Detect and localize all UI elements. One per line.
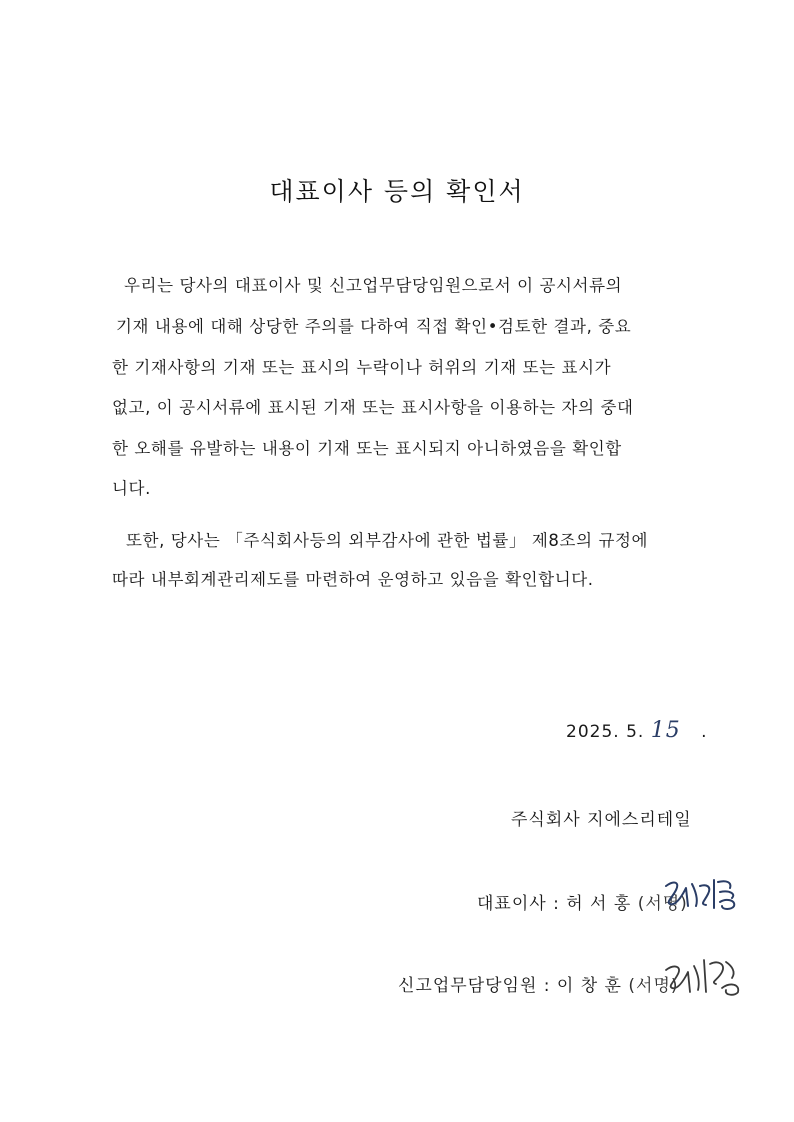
officer-signature bbox=[660, 952, 746, 1000]
paragraph1-line: 한 기재사항의 기재 또는 표시의 누락이나 허위의 기재 또는 표시가 bbox=[112, 358, 612, 377]
signer-officer-seal-note: (서명) bbox=[628, 976, 679, 996]
document-date bbox=[566, 718, 708, 743]
paragraph1-line: 우리는 당사의 대표이사 및 신고업무담당임원으로서 이 공시서류의 bbox=[124, 276, 623, 295]
ceo-signature bbox=[660, 872, 744, 914]
paragraph1-line: 기재 내용에 대해 상당한 주의를 다하여 직접 확인•검토한 결과, 중요 bbox=[116, 317, 632, 336]
date-day-handwritten: 15 bbox=[650, 718, 681, 743]
paragraph1-line: 니다. bbox=[112, 479, 151, 498]
paragraph1-line: 없고, 이 공시서류에 표시된 기재 또는 표시사항을 이용하는 자의 중대 bbox=[112, 398, 634, 417]
date-year-month: 2025. 5. bbox=[566, 722, 645, 742]
signer-ceo-role: 대표이사 : 허 서 홍 bbox=[477, 894, 632, 914]
document-title: 대표이사 등의 확인서 bbox=[269, 177, 525, 206]
signer-ceo bbox=[477, 889, 688, 914]
company-name: 주식회사 지에스리테일 bbox=[511, 810, 692, 830]
paragraph1-line: 한 오해를 유발하는 내용이 기재 또는 표시되지 아니하였음을 확인합 bbox=[112, 439, 622, 458]
date-trailing: . bbox=[701, 722, 708, 742]
paragraph2-line: 또한, 당사는 「주식회사등의 외부감사에 관한 법률」 제8조의 규정에 bbox=[126, 531, 649, 550]
signer-ceo-seal-note: (서명) bbox=[637, 894, 688, 914]
signer-disclosure-officer bbox=[398, 971, 679, 996]
signer-officer-role: 신고업무담당임원 : 이 창 훈 bbox=[398, 976, 622, 996]
paragraph2-line: 따라 내부회계관리제도를 마련하여 운영하고 있음을 확인합니다. bbox=[112, 570, 594, 589]
